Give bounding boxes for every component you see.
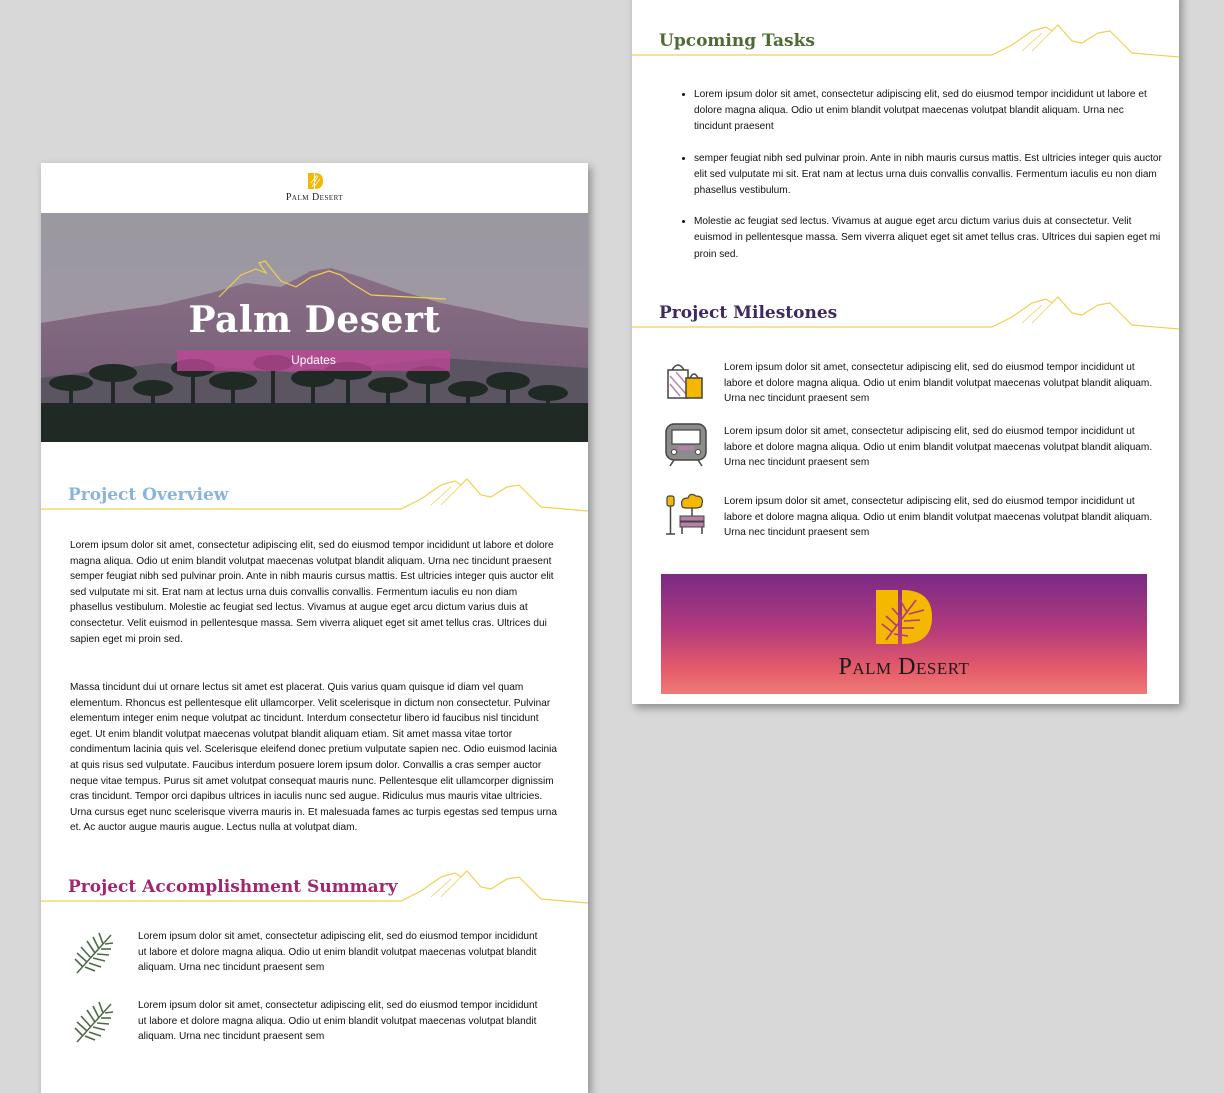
train-icon <box>662 420 710 468</box>
overview-paragraph-2: Massa tincidunt dui ut ornare lectus sit amet est placerat. Quis varius quam quisque id diam vel quam elementum. Rhoncus est pellentesque elit ullamcorper. Velit scelerisque in dictum non consectetur. Pulvinar elementum integer enim neque volutpat ac tincidunt. Interdum consectetur libero id faucibus nisl tincidunt eget. Ut enim blandit volutpat maecenas volutpat blandit aliquam etiam. Sit amet massa vitae tortor condimentum lacinia quis vel. Scelerisque eleifend donec pretium vulputate sapien nec. Odio euismod lacinia at quis risus sed vulputate. Faucibus interdum posuere lorem ipsum dolor. Convallis a cras semper auctor neque vitae tempus. Purus sit amet volutpat consequat mauris nunc. Pellentesque elit ullamcorper dignissim cras tincidunt. Tempor orci dapibus ultrices in iaculis nunc sed augue. Ridiculus mus mauris vitae ultricies. Urna cursus eget nunc scelerisque viverra mauris in. Et malesuada fames ac turpis egestas sed tempus urna et. Ac auctor augue mauris augue. Lectus nulla at volutpat diam. <box>70 682 558 834</box>
milestone-item <box>632 356 1179 412</box>
footer-logo-text: Palm Desert <box>838 654 970 680</box>
newsletter-page-left <box>41 163 588 1093</box>
milestone-item <box>632 420 1179 476</box>
palm-desert-logo-icon <box>872 588 936 646</box>
tasks-list <box>676 87 1164 278</box>
hero-banner <box>41 213 588 442</box>
milestone-text: Lorem ipsum dolor sit amet, consectetur adipiscing elit, sed do eiusmod tempor incididunt ut labore et dolore magna aliqua. Odio ut enim blandit volutpat maecenas volutpat blandit aliquam. Urna nec tincidunt praesent sem <box>724 496 1153 539</box>
accomplishments-heading: Project Accomplishment Summary <box>68 877 398 897</box>
task-item: • Molestie ac feugiat sed lectus. Vivamus at augue eget arcu dictum varius duis at consectetur. Velit euismod in pellentesque massa. Sem viverra aliquet eget sit amet tellus cras. Ultrices dui sapien eget mi proin sed. <box>694 214 1164 263</box>
palm-leaf-icon <box>69 996 123 1050</box>
milestones-heading: Project Milestones <box>659 303 838 323</box>
section-heading-overview <box>41 475 588 515</box>
newsletter-page-right <box>632 0 1179 704</box>
milestone-text: Lorem ipsum dolor sit amet, consectetur adipiscing elit, sed do eiusmod tempor incididunt ut labore et dolore magna aliqua. Odio ut enim blandit volutpat maecenas volutpat blandit aliquam. Urna nec tincidunt praesent sem <box>724 362 1153 405</box>
accomplishment-item <box>41 996 588 1052</box>
milestone-item <box>632 490 1179 546</box>
overview-heading: Project Overview <box>68 485 229 505</box>
header-logo-text: Palm Desert <box>285 192 344 203</box>
hero-title: Palm Desert <box>188 299 441 341</box>
accomplishment-text: Lorem ipsum dolor sit amet, consectetur adipiscing elit, sed do eiusmod tempor incididunt ut labore et dolore magna aliqua. Odio ut enim blandit volutpat maecenas volutpat blandit aliquam. Urna nec tincidunt praesent sem <box>138 931 538 974</box>
palm-leaf-icon <box>69 927 123 981</box>
milestone-text: Lorem ipsum dolor sit amet, consectetur adipiscing elit, sed do eiusmod tempor incididunt ut labore et dolore magna aliqua. Odio ut enim blandit volutpat maecenas volutpat blandit aliquam. Urna nec tincidunt praesent sem <box>724 426 1153 469</box>
section-heading-milestones <box>632 293 1179 333</box>
task-item: • Lorem ipsum dolor sit amet, consectetur adipiscing elit, sed do eiusmod tempor incididunt ut labore et dolore magna aliqua. Odio ut enim blandit volutpat maecenas volutpat blandit aliquam. Urna nec tincidunt praesent <box>694 87 1164 136</box>
park-bench-icon <box>662 490 710 538</box>
accomplishment-item <box>41 927 588 983</box>
task-item: • semper feugiat nibh sed pulvinar proin. Ante in nibh mauris cursus mattis. Est ultricies integer quis auctor elit sed vulputate mi sit. Erat nam at lectus urna duis convallis convallis. Fermentum iaculis eu non diam phasellus vestibulum. <box>694 151 1164 200</box>
shopping-bags-icon <box>662 356 710 404</box>
overview-paragraph-1: Lorem ipsum dolor sit amet, consectetur adipiscing elit, sed do eiusmod tempor incididunt ut labore et dolore magna aliqua. Odio ut enim blandit volutpat maecenas volutpat blandit aliquam. Urna nec tincidunt praesent semper feugiat nibh sed pulvinar proin. Ante in nibh mauris cursus mattis. Est ultricies integer quis auctor elit sed vulputate mi sit. Erat nam at lectus urna duis convallis convallis. Fermentum iaculis eu non diam phasellus vestibulum. Molestie ac feugiat sed lectus. Vivamus at augue eget arcu dictum varius duis at consectetur. Velit euismod in pellentesque massa. Sem viverra aliquet eget sit amet tellus cras. Ultrices dui sapien eget mi proin sed. <box>70 540 554 645</box>
section-heading-accomplishments <box>41 867 588 907</box>
footer-logo-banner <box>661 574 1147 694</box>
header-logo <box>41 171 588 203</box>
section-heading-tasks <box>632 21 1179 61</box>
hero-updates-band: Updates <box>177 350 450 371</box>
tasks-heading: Upcoming Tasks <box>659 31 815 51</box>
accomplishment-text: Lorem ipsum dolor sit amet, consectetur adipiscing elit, sed do eiusmod tempor incididunt ut labore et dolore magna aliqua. Odio ut enim blandit volutpat maecenas volutpat blandit aliquam. Urna nec tincidunt praesent sem <box>138 1000 538 1043</box>
palm-desert-logo-icon <box>306 171 324 191</box>
